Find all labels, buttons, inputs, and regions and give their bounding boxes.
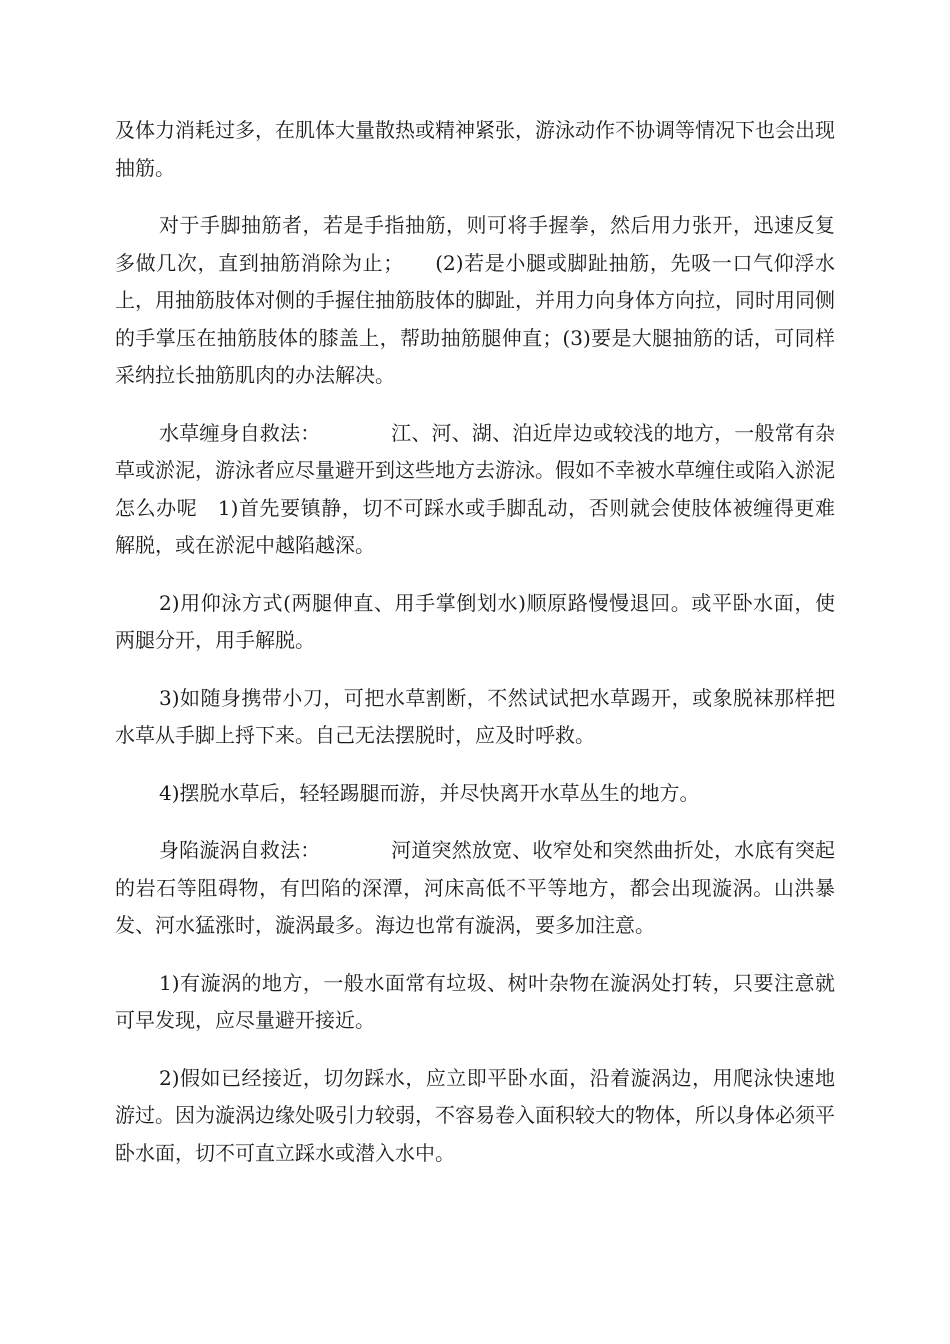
- paragraph-9: 2)假如已经接近，切勿踩水，应立即平卧水面，沿着漩涡边，用爬泳快速地游过。因为漩涡边缘处吸引力较弱，不容易卷入面积较大的物体，所以身体必须平卧水面，切不可直立踩水或潜入水中。: [115, 1065, 835, 1165]
- paragraph-2: 对于手脚抽筋者，若是手指抽筋，则可将手握拳，然后用力张开，迅速反复多做几次，直到抽筋消除为止； (2)若是小腿或脚趾抽筋，先吸一口气仰浮水上，用抽筋肢体对侧的手握住抽筋肢体的脚趾，并用力向身体方向拉，同时用同侧的手掌压在抽筋肢体的膝盖上，帮助抽筋腿伸直；(3)要是大腿抽筋的话，可同样采纳拉长抽筋肌肉的办法解决。: [115, 213, 835, 387]
- paragraph-6: 4)摆脱水草后，轻轻踢腿而游，并尽快离开水草丛生的地方。: [159, 780, 700, 805]
- paragraph-8: 1)有漩涡的地方，一般水面常有垃圾、树叶杂物在漩涡处打转，只要注意就可早发现，应尽量避开接近。: [115, 970, 835, 1032]
- paragraph-3: 水草缠身自救法： 江、河、湖、泊近岸边或较浅的地方，一般常有杂草或淤泥，游泳者应尽量避开到这些地方去游泳。假如不幸被水草缠住或陷入淤泥怎么办呢 1)首先要镇静，切不可踩水或手脚乱动，否则就会使肢体被缠得更难解脱，或在淤泥中越陷越深。: [115, 420, 835, 557]
- paragraph-4: 2)用仰泳方式(两腿伸直、用手掌倒划水)顺原路慢慢退回。或平卧水面，使两腿分开，用手解脱。: [115, 590, 835, 652]
- paragraph-7: 身陷漩涡自救法： 河道突然放宽、收窄处和突然曲折处，水底有突起的岩石等阻碍物，有凹陷的深潭，河床高低不平等地方，都会出现漩涡。山洪暴发、河水猛涨时，漩涡最多。海边也常有漩涡，要多加注意。: [115, 838, 835, 937]
- document-body: [115, 112, 835, 1192]
- paragraph-5: 3)如随身携带小刀，可把水草割断，不然试试把水草踢开，或象脱袜那样把水草从手脚上捋下来。自己无法摆脱时，应及时呼救。: [115, 685, 835, 747]
- paragraph-1: 及体力消耗过多，在肌体大量散热或精神紧张，游泳动作不协调等情况下也会出现抽筋。: [115, 118, 835, 180]
